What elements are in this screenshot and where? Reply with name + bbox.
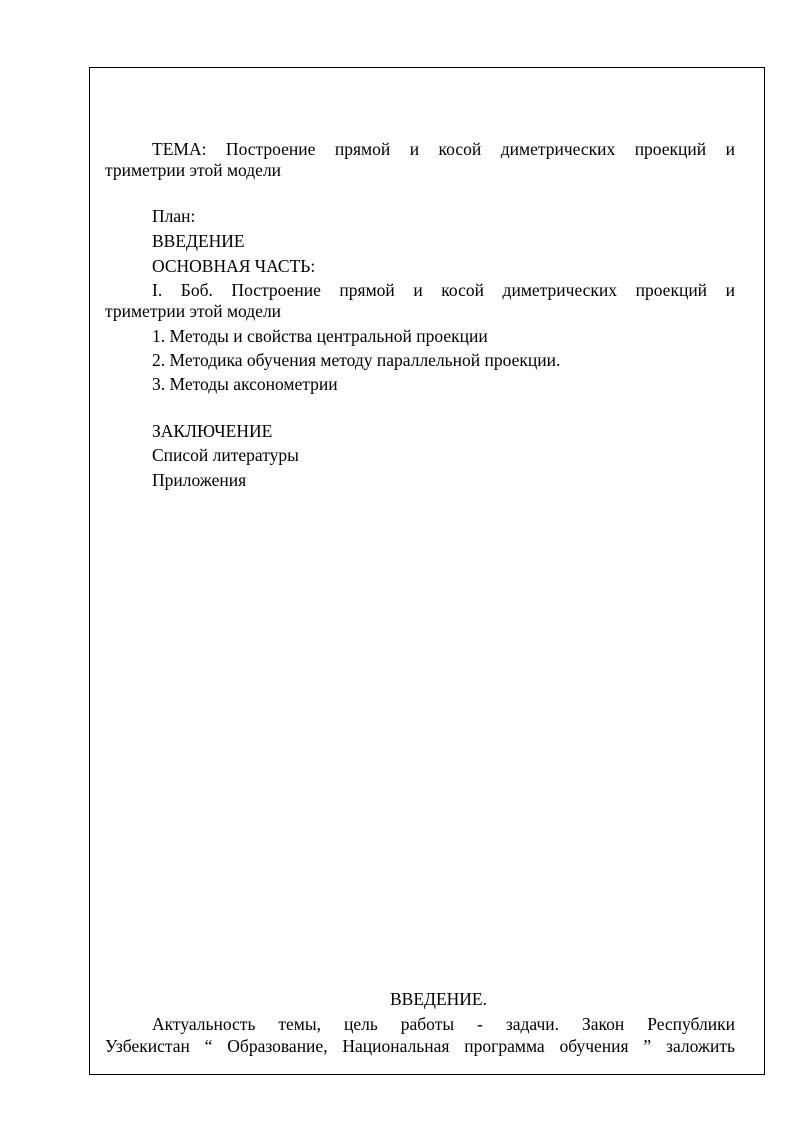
plan-item-3: 3. Методы аксонометрии (152, 374, 338, 394)
plan-appendices: Приложения (152, 470, 247, 490)
introduction-paragraph-line-2: Узбекистан “ Образование, Национальная программа обучения ” заложить (105, 1036, 735, 1056)
plan-item-2: 2. Методика обучения методу параллельной проекции. (152, 350, 561, 370)
plan-main-part: ОСНОВНАЯ ЧАСТЬ: (152, 256, 316, 276)
plan-intro: ВВЕДЕНИЕ (152, 231, 245, 251)
plan-chapter-line-1: I. Боб. Построение прямой и косой диметрических проекций и (152, 280, 735, 300)
topic-line-1: ТЕМА: Построение прямой и косой диметрических проекций и (152, 139, 735, 159)
plan-item-1: 1. Методы и свойства центральной проекции (152, 326, 488, 346)
plan-label: План: (152, 206, 196, 226)
plan-conclusion: ЗАКЛЮЧЕНИЕ (152, 421, 273, 441)
introduction-heading: ВВЕДЕНИЕ. (390, 989, 488, 1009)
topic-line-2: триметрии этой модели (105, 160, 282, 180)
plan-chapter-line-2: триметрии этой модели (105, 301, 282, 321)
plan-references: Списой литературы (152, 445, 299, 465)
introduction-paragraph-line-1: Актуальность темы, цель работы - задачи. Закон Республики (152, 1014, 735, 1034)
